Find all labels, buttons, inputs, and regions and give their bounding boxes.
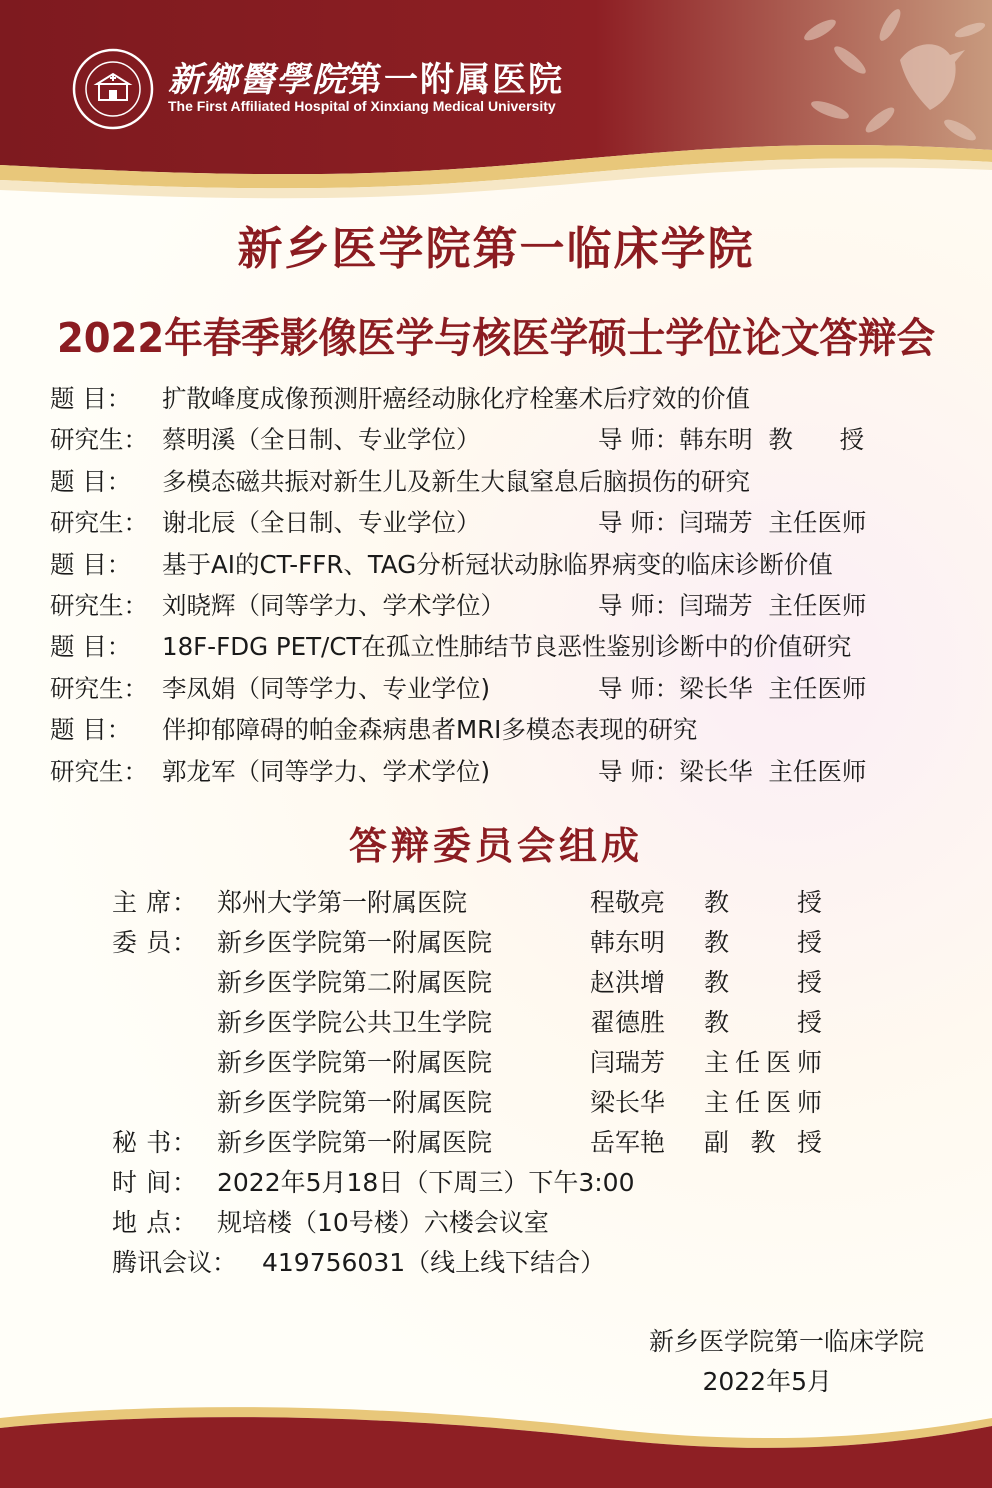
supervisor-text: 闫瑞芳 主任医师 xyxy=(679,590,867,620)
supervisor xyxy=(598,502,866,543)
committee-name: 韩东明 xyxy=(590,928,666,957)
committee-name: 赵洪增 xyxy=(590,968,666,997)
committee-role: 秘 书： xyxy=(112,1128,197,1157)
footer-band xyxy=(0,1378,992,1488)
committee-row xyxy=(112,883,932,923)
committee-row xyxy=(112,1083,932,1123)
committee-org: 新乡医学院第一附属医院 xyxy=(217,1128,493,1157)
supervisor-text: 闫瑞芳 主任医师 xyxy=(679,508,867,538)
committee-org: 新乡医学院第一附属医院 xyxy=(217,928,493,957)
committee-role: 委 员： xyxy=(112,928,197,957)
committee-org: 郑州大学第一附属医院 xyxy=(217,888,468,917)
committee-org: 新乡医学院公共卫生学院 xyxy=(217,1008,493,1037)
committee-name: 闫瑞芳 xyxy=(590,1048,666,1077)
committee-row xyxy=(112,1123,932,1163)
student-label: 研究生： xyxy=(50,425,148,455)
topic-label: 题 目： xyxy=(50,632,132,662)
time-row xyxy=(112,1163,932,1203)
committee-title: 主任医师 xyxy=(704,1048,822,1077)
thesis-topic-row xyxy=(50,378,970,419)
student-text: 李凤娟（同等学力、专业学位) xyxy=(162,673,491,703)
topic-text: 基于AI的CT-FFR、TAG分析冠状动脉临界病变的临床诊断价值 xyxy=(162,549,833,579)
thesis-student-row xyxy=(50,502,970,543)
thesis-student-row xyxy=(50,419,970,460)
footer-date: 2022年5月 xyxy=(702,1367,832,1396)
hospital-name-affiliate: 第一附属医院 xyxy=(348,60,564,100)
thesis-topic-row xyxy=(50,626,970,667)
time-value: 2022年5月18日（下周三）下午3:00 xyxy=(217,1168,635,1197)
topic-label: 题 目： xyxy=(50,384,132,413)
committee-row xyxy=(112,963,932,1003)
committee-name: 梁长华 xyxy=(590,1088,666,1117)
committee-title: 副 教 授 xyxy=(704,1128,822,1157)
place-value: 规培楼（10号楼）六楼会议室 xyxy=(217,1208,549,1237)
thesis-topic-row xyxy=(50,544,970,585)
supervisor xyxy=(598,668,866,709)
supervisor xyxy=(598,751,866,792)
meeting-row xyxy=(112,1243,932,1283)
hospital-name-calligraphy: 新鄉醫學院 xyxy=(168,60,348,100)
student-label: 研究生： xyxy=(50,673,148,703)
student-label: 研究生： xyxy=(50,508,148,538)
committee-title: 教 授 xyxy=(704,888,822,917)
committee-title: 教 授 xyxy=(704,1008,822,1037)
footer-org: 新乡医学院第一临床学院 xyxy=(648,1327,924,1356)
thesis-list xyxy=(50,378,970,792)
supervisor xyxy=(598,419,864,460)
topic-label: 题 目： xyxy=(50,466,132,496)
student-label: 研究生： xyxy=(50,590,148,620)
supervisor-text: 梁长华 主任医师 xyxy=(679,673,867,703)
supervisor-label: 导 师： xyxy=(598,508,680,538)
supervisor-label: 导 师： xyxy=(598,673,680,703)
student-text: 蔡明溪（全日制、专业学位） xyxy=(162,425,481,455)
student-label: 研究生： xyxy=(50,756,148,786)
committee-title: 主任医师 xyxy=(704,1088,822,1117)
topic-label: 题 目： xyxy=(50,715,132,745)
committee-role: 主 席： xyxy=(112,888,197,917)
committee-name: 程敬亮 xyxy=(590,888,666,917)
hospital-logo xyxy=(72,48,154,130)
topic-text: 伴抑郁障碍的帕金森病患者MRI多模态表现的研究 xyxy=(162,715,698,745)
meeting-label: 腾讯会议： xyxy=(112,1248,238,1277)
thesis-topic-row xyxy=(50,461,970,502)
place-label: 地 点： xyxy=(112,1208,197,1237)
committee-title: 教 授 xyxy=(704,968,822,997)
leaf-ornament-icon xyxy=(790,0,992,170)
committee-row xyxy=(112,1043,932,1083)
title-line-2: 2022年春季影像医学与核医学硕士学位论文答辩会 xyxy=(56,314,936,362)
topic-text: 18F-FDG PET/CT在孤立性肺结节良恶性鉴别诊断中的价值研究 xyxy=(162,632,852,662)
student-text: 谢北辰（全日制、专业学位） xyxy=(162,508,481,538)
supervisor-label: 导 师： xyxy=(598,425,680,455)
student-text: 刘晓辉（同等学力、学术学位） xyxy=(162,590,505,620)
student-text: 郭龙军（同等学力、学术学位) xyxy=(162,756,491,786)
time-label: 时 间： xyxy=(112,1168,197,1197)
topic-text: 扩散峰度成像预测肝癌经动脉化疗栓塞术后疗效的价值 xyxy=(162,384,750,413)
supervisor-label: 导 师： xyxy=(598,756,680,786)
supervisor-text: 梁长华 主任医师 xyxy=(679,756,867,786)
committee-row xyxy=(112,1003,932,1043)
meeting-value: 419756031（线上线下结合） xyxy=(262,1248,606,1277)
committee-row xyxy=(112,923,932,963)
topic-text: 多模态磁共振对新生儿及新生大鼠窒息后脑损伤的研究 xyxy=(162,466,750,496)
committee-name: 岳军艳 xyxy=(590,1128,666,1157)
topic-label: 题 目： xyxy=(50,549,132,579)
hospital-name-cn xyxy=(168,52,564,101)
thesis-topic-row xyxy=(50,709,970,750)
thesis-student-row xyxy=(50,585,970,626)
place-row xyxy=(112,1203,932,1243)
supervisor xyxy=(598,585,866,626)
hospital-name-en: The First Affiliated Hospital of Xinxiang Medical University xyxy=(168,98,556,114)
title-line-1: 新乡医学院第一临床学院 xyxy=(237,222,755,275)
thesis-student-row xyxy=(50,668,970,709)
thesis-student-row xyxy=(50,751,970,792)
committee-org: 新乡医学院第一附属医院 xyxy=(217,1088,493,1117)
committee-heading: 答辩委员会组成 xyxy=(348,824,643,868)
committee-list xyxy=(112,883,932,1283)
supervisor-label: 导 师： xyxy=(598,590,680,620)
supervisor-text: 韩东明 教 授 xyxy=(679,425,865,455)
committee-title: 教 授 xyxy=(704,928,822,957)
committee-org: 新乡医学院第二附属医院 xyxy=(217,968,493,997)
committee-org: 新乡医学院第一附属医院 xyxy=(217,1048,493,1077)
committee-name: 翟德胜 xyxy=(590,1008,666,1037)
